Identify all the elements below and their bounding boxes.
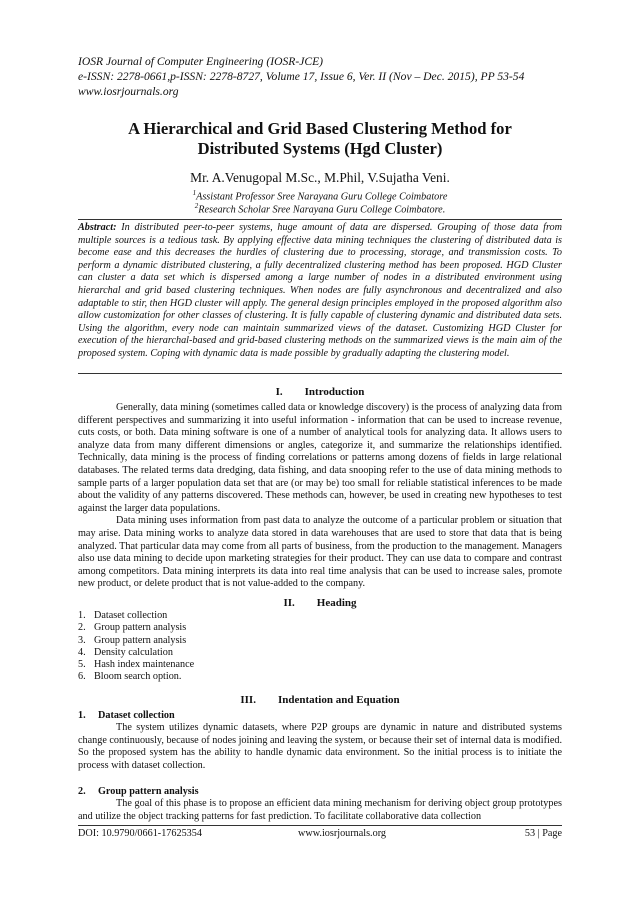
abstract-top-rule: [78, 219, 562, 220]
affiliation-1-text: Assistant Professor Sree Narayana Guru College Coimbatore: [196, 191, 448, 203]
affiliation-2: [78, 200, 562, 216]
paper-title: [78, 119, 562, 159]
dataset-collection-body: [78, 722, 562, 772]
journal-issn: e-ISSN: 2278-0661,p-ISSN: 2278-8727, Volume 17, Issue 6, Ver. II (Nov – Dec. 2015), PP 53-54: [78, 70, 525, 83]
list-item: [78, 659, 378, 671]
list-item-text: Group pattern analysis: [94, 634, 187, 646]
subsection-2-heading: [78, 786, 199, 798]
list-item-text: Bloom search option.: [94, 671, 182, 683]
affiliation-2-number: 2: [194, 202, 199, 210]
list-item: [78, 647, 378, 659]
title-line-1: A Hierarchical and Grid Based Clustering Method for: [128, 119, 512, 138]
section-2-heading: [78, 597, 562, 610]
subsection-2-number: 2.: [78, 786, 86, 797]
abstract-text: In distributed peer-to-peer systems, huge amount of data are dispersed. Grouping of those data from multiple sources is a tedious task. By applying effective data mining techniques the clustering of distributed data is become ease and this decreases the hurdles of clustering due to processing, storage, and transmission costs. To perform a dynamic distributed clustering, a fully decentralized clustering method has been proposed. HGD Cluster can cluster a data set which is dispersed among a large number of nodes in a distributed environment using hierarchal and grid based clustering techniques. When nodes are fully asynchronous and decentralized and also adaptable to stir, then HGD cluster will apply. The general design principles employed in the proposed algorithm also allow customization for other classes of clustering. It is fully capable of clustering dynamic and distributed data sets. Using the algorithm, every node can maintain summarized views of the dataset. Customizing HGD Cluster for execution of the hierarchal-based and grid-based clustering methods on the summarized views is the main aim of the proposed system. Coping with dynamic data is made possible by gradually adapting the clustering model.: [78, 222, 562, 359]
section-1-title: Introduction: [304, 386, 365, 398]
list-item: [78, 671, 378, 683]
footer-website: www.iosrjournals.org: [298, 828, 387, 839]
list-item: [78, 610, 378, 622]
section-3-number: III.: [240, 694, 256, 706]
authors: Mr. A.Venugopal M.Sc., M.Phil, V.Sujatha Veni.: [190, 170, 450, 185]
journal-website: www.iosrjournals.org: [78, 85, 179, 98]
list-item-text: Dataset collection: [94, 610, 168, 621]
title-line-2: Distributed Systems (Hgd Cluster): [197, 139, 443, 158]
introduction-paragraph-1: Generally, data mining (sometimes called data or knowledge discovery) is the process of analyzing data from different perspectives and summarizing it into useful information - information that can be used to increase revenue, cuts costs, or both. Data mining software is one of a number of analytical tools for analyzing data. It allows users to analyze data from many different dimensions or angles, categorize it, and summarize the relationships identified. Technically, data mining is the process of finding correlations or patterns among dozens of fields in large relational databases. The related terms data dredging, data fishing, and data snooping refer to the use of data mining methods to sample parts of a larger population data set that are (or may be) too small for reliable statistical inferences to be made about the validity of any patterns discovered. These methods can, however, be used in creating new hypotheses to test against the larger data populations.: [78, 402, 562, 514]
section-1-heading: [78, 386, 562, 399]
list-item-number: 2.: [78, 622, 86, 634]
abstract-label: Abstract:: [78, 222, 117, 233]
list-item-number: 5.: [78, 659, 86, 671]
section-2-title: Heading: [316, 597, 357, 609]
list-item-number: 6.: [78, 671, 86, 683]
list-item-text: Group pattern analysis: [94, 622, 187, 634]
section-2-number: II.: [283, 597, 295, 609]
dataset-collection-paragraph: The system utilizes dynamic datasets, where P2P groups are dynamic in nature and distributed systems change continuously, because of nodes joining and leaving the system, or because their set of internal data is modified. So the proposed system has the ability to handle dynamic data environment. So the initial process is to initiate the process with dataset collection.: [78, 722, 562, 771]
section-3-heading: [78, 694, 562, 707]
abstract-bottom-rule: [78, 373, 562, 374]
list-item: [78, 635, 378, 647]
journal-header: [78, 54, 568, 99]
footer-doi: DOI: 10.9790/0661-17625354: [78, 828, 202, 839]
subsection-2-title: Group pattern analysis: [98, 786, 199, 797]
list-item-text: Hash index maintenance: [94, 659, 195, 671]
introduction-paragraph-2: Data mining uses information from past data to analyze the outcome of a particular problem or situation that may arise. Data mining works to analyze data stored in data warehouses that are used to store that data that is being analyzed. That particular data may come from all parts of business, from the production to the management. Managers also use data mining to decide upon marketing strategies for their product. They can use data to compare and contrast among competitors. Data mining interprets its data into real time analysis that can be used to increase sales, promote new product, or delete product that is not value-added to the company.: [78, 515, 562, 590]
section-3-title: Indentation and Equation: [277, 694, 400, 706]
group-pattern-paragraph: The goal of this phase is to propose an efficient data mining mechanism for deriving object group prototypes and utilize the object tracking patterns for fast prediction. To facilitate collaborative data collection: [78, 798, 562, 822]
abstract: [78, 222, 562, 361]
section-1-number: I.: [275, 386, 283, 398]
footer-rule: [78, 825, 562, 826]
subsection-1-number: 1.: [78, 710, 86, 721]
subsection-1-title: Dataset collection: [98, 710, 175, 721]
affiliation-1-number: 1: [192, 189, 197, 197]
list-item-number: 3.: [78, 634, 86, 646]
journal-name: IOSR Journal of Computer Engineering (IOSR-JCE): [78, 55, 324, 68]
group-pattern-body: [78, 798, 562, 823]
list-item-number: 1.: [78, 610, 86, 621]
introduction-body: [78, 402, 562, 591]
heading-list: [78, 610, 378, 684]
list-item-text: Density calculation: [94, 646, 173, 658]
list-item: [78, 622, 378, 634]
affiliation-2-text: Research Scholar Sree Narayana Guru College Coimbatore.: [198, 204, 446, 216]
list-item-number: 4.: [78, 646, 86, 658]
subsection-1-heading: [78, 710, 175, 722]
footer-page-number: 53 | Page: [524, 828, 562, 839]
